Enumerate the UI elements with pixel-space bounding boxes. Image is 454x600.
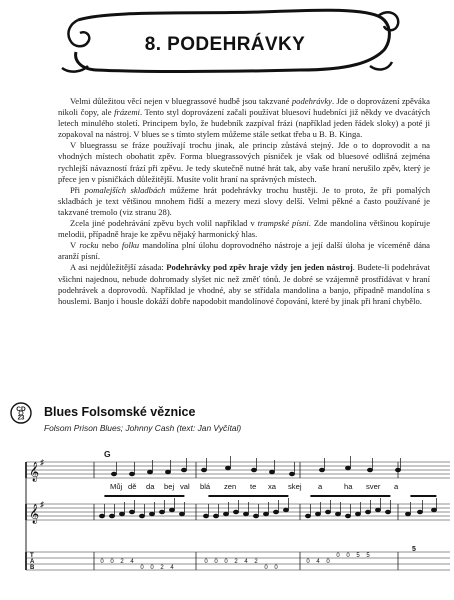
note-head — [335, 512, 340, 516]
paragraph — [58, 262, 430, 306]
cd-label: CD — [16, 406, 26, 413]
paragraph — [58, 218, 430, 240]
cd-icon — [10, 402, 32, 424]
lyric-syllable: blá — [200, 482, 211, 491]
italic-term: podehrávky — [291, 96, 332, 106]
tab-fret-number: 0 — [204, 559, 208, 565]
tab-fret-number: 5 — [366, 553, 370, 559]
text-run: . Tento styl doprovázení začali používat bluesoví hudebníci již někdy ve dvacátých letech minulého století. Principem bylo, že hudebník zazpíval frázi (například jeden řádek sloky) a poté ji zopakoval na nástroj. V blues se s tímto stylem můžeme stále setkat třeba u B. B. Kinga. — [58, 107, 430, 140]
song-subtitle: Folsom Prison Blues; Johnny Cash (text: Jan Vyčítal) — [44, 423, 242, 433]
note-head — [201, 468, 206, 472]
note-head — [165, 470, 170, 474]
chord-symbol: G — [104, 449, 111, 459]
note-head — [289, 472, 294, 476]
text-run: nebo — [98, 240, 122, 251]
text-run: Zcela jiné podehrávání zpěvu bych volil například v — [70, 218, 258, 229]
note-head — [99, 514, 104, 518]
note-head — [251, 468, 256, 472]
note-head — [129, 472, 134, 476]
paragraph — [58, 96, 430, 140]
note-head — [431, 508, 436, 512]
italic-term: frázemi — [114, 107, 140, 118]
text-run: . Zde mandolina většinou kopíruje melodii, případně hraje ke zpěvu nějaký harmonický hlas. — [58, 218, 431, 240]
note-head — [345, 514, 350, 518]
cd-track: 23 — [17, 415, 25, 422]
note-head — [385, 510, 390, 514]
text-run: můžeme hrát podehrávky trochu hustěji. Je to proto, že při pomalých skladbách je text většinou mnohem řidší a mezery mezi slovy delší. Velmi pěkné a často používané je takzvané tremolo (viz stranu 28). — [58, 184, 430, 217]
tab-fret-number: 0 — [214, 559, 218, 565]
song-title: Blues Folsomské věznice — [44, 405, 196, 419]
note-head — [169, 508, 174, 512]
lyric-syllable: sver — [366, 482, 381, 491]
text-run: mandolína plní úlohu doprovodného nástroje a její další úloha je víceméně dána aranží písní. — [58, 240, 430, 262]
tab-fret-number: 4 — [244, 559, 248, 565]
text-run: . Budete-li podehrávat všichni najednou, nebude dohromady slyšet nic než změť tónů. Je dobré se vzájemně prostřídávat v hraní podehrávek a doprovodů. Například je vhodné, aby se střídala mandolina a banjo, případně mandolína s houslemi. Banjo i housle dokáží dobře napodobit mandolínové čopování, které by jinak při hraní chybělo. — [58, 262, 430, 306]
note-head — [263, 512, 268, 516]
text-run: Při — [70, 184, 85, 195]
paragraph — [58, 240, 430, 262]
tab-staff — [26, 552, 450, 570]
tab-fret-number: 4 — [170, 565, 174, 571]
tab-fret-number: 0 — [100, 559, 104, 565]
lyric-syllable: xa — [268, 482, 277, 491]
note-head — [417, 510, 422, 514]
bold-rule: Podehrávky pod zpěv hraje vždy jen jeden nástroj — [166, 262, 353, 273]
tab-fret-number: 0 — [336, 553, 340, 559]
treble-clef-icon: 𝄞 — [29, 462, 40, 481]
note-head — [273, 510, 278, 514]
music-score — [0, 440, 454, 600]
note-head — [181, 468, 186, 472]
note-head — [355, 512, 360, 516]
note-head — [111, 472, 116, 476]
note-head — [325, 510, 330, 514]
note-head — [147, 470, 152, 474]
note-head — [365, 510, 370, 514]
sharp-icon: ♯ — [40, 458, 44, 467]
italic-term: pomalejších skladbách — [84, 184, 166, 195]
lyric-syllable: te — [250, 482, 257, 491]
text-run: A asi nejdůležitější zásada: — [70, 262, 167, 273]
note-head — [149, 512, 154, 516]
tab-fret-number: 2 — [254, 559, 258, 565]
mandolin-notes — [99, 496, 436, 518]
tab-fret-number: 0 — [306, 559, 310, 565]
tab-fret-number: 2 — [234, 559, 238, 565]
svg-text:T: T — [30, 553, 34, 559]
lyric-syllable: a — [318, 482, 323, 491]
note-head — [319, 468, 324, 472]
italic-term: folku — [121, 240, 140, 251]
note-head — [159, 510, 164, 514]
note-head — [139, 514, 144, 518]
note-head — [233, 510, 238, 514]
tab-fret-number: 5 — [412, 546, 416, 553]
note-head — [223, 512, 228, 516]
lyric-syllable: Můj — [110, 482, 123, 491]
note-head — [253, 514, 258, 518]
tab-fret-number: 0 — [224, 559, 228, 565]
paragraph — [58, 140, 430, 184]
note-head — [405, 512, 410, 516]
tab-fret-number: 5 — [356, 553, 360, 559]
lyric-syllable: dě — [128, 482, 137, 491]
lyric-syllable: bej — [164, 482, 175, 491]
treble-clef-icon: 𝄞 — [29, 504, 40, 523]
vocal-staff — [26, 462, 450, 478]
tab-fret-number: 0 — [110, 559, 114, 565]
tab-fret-number: 0 — [326, 559, 330, 565]
tab-numbers — [100, 546, 416, 571]
tab-fret-number: 0 — [140, 565, 144, 571]
note-head — [367, 468, 372, 472]
note-head — [109, 514, 114, 518]
note-head — [305, 514, 310, 518]
tab-fret-number: 4 — [316, 559, 320, 565]
lyric-syllable: a — [394, 482, 399, 491]
note-head — [179, 512, 184, 516]
note-head — [315, 512, 320, 516]
tab-fret-number: 4 — [130, 559, 134, 565]
note-head — [395, 468, 400, 472]
sharp-icon: ♯ — [40, 500, 44, 509]
text-run: . Jde o doprovázení zpěváka nikoli čopy, ale — [58, 96, 430, 118]
svg-text:A: A — [30, 559, 35, 565]
text-run: Velmi důležitou věcí nejen v bluegrassové hudbě jsou takzvané — [70, 96, 292, 106]
text-run: V bluegrassu se fráze používají trochu jinak, ale princip zůstává stejný. Jde o to doprovodit a na vhodných místech obohatit zpěv. Forma bluegrassových písniček je však od bluesové odlišná zejména rychlejší návazností frází při zpěvu. Je tedy skutečně nutné hrát tak, aby vaše hraní nerušilo zpěv, který je přece jen v písničkách důležitější. Musíte volit hraní na správných místech. — [58, 140, 430, 184]
note-head — [345, 466, 350, 470]
note-head — [129, 510, 134, 514]
lyric-syllable: zen — [224, 482, 237, 491]
note-head — [269, 470, 274, 474]
tab-fret-number: 0 — [264, 565, 268, 571]
tab-fret-number: 0 — [274, 565, 278, 571]
lyric-syllable: val — [180, 482, 190, 491]
note-head — [203, 514, 208, 518]
italic-term: rocku — [79, 240, 99, 251]
lyric-syllable: ha — [344, 482, 353, 491]
svg-text:B: B — [30, 565, 35, 571]
note-head — [225, 466, 230, 470]
note-head — [119, 512, 124, 516]
tab-fret-number: 2 — [160, 565, 164, 571]
paragraph — [58, 185, 430, 218]
note-head — [283, 508, 288, 512]
lyric-syllable: skej — [288, 482, 302, 491]
note-head — [213, 514, 218, 518]
note-head — [375, 508, 380, 512]
tab-fret-number: 0 — [150, 565, 154, 571]
tab-fret-number: 0 — [346, 553, 350, 559]
italic-term: trampské písni — [257, 218, 309, 229]
tab-fret-number: 2 — [120, 559, 124, 565]
tab-clef — [30, 553, 35, 571]
text-run: V — [70, 240, 80, 251]
lyric-syllable: da — [146, 482, 155, 491]
body-text — [58, 96, 430, 307]
chapter-title: 8. PODEHRÁVKY — [144, 34, 306, 55]
note-head — [243, 512, 248, 516]
